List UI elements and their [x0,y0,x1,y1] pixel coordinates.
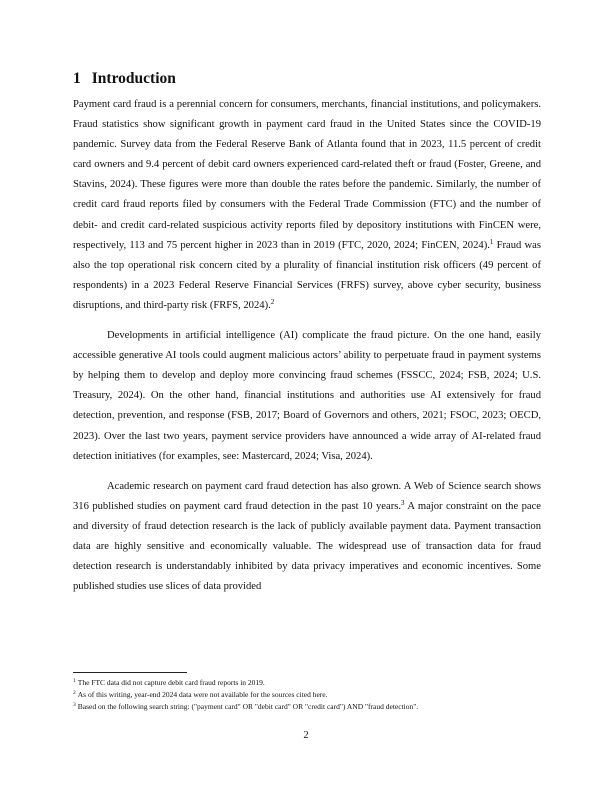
section-heading [73,70,541,88]
footnote-divider [73,672,187,673]
page-body [73,70,541,597]
section-title: Introduction [91,70,176,87]
footnote-ref-2[interactable]: 2 [270,297,275,306]
paragraph-3-text-b: A major constraint on the pace and diversity of fraud detection research is the lack of publicly available payment data. Payment transaction data are highly sensitive and economically valuable. The widespread use of transaction data for fraud detection research is understandably inhibited by data privacy imperatives and economic incentives. Some published studies use slices of data provided [73,500,541,593]
footnote-text: The FTC data did not capture debit card fraud reports in 2019. [77,678,265,687]
footnote-mark: 1 [73,678,76,684]
paragraph-3-text-a: Academic research on payment card fraud detection has also grown. A Web of Science search shows 316 published studies on payment card fraud detection in the past 10 years. [73,480,541,512]
footnote-ref-3[interactable]: 3 [401,498,405,507]
footnote-1 [73,677,541,689]
footnote-2 [73,689,541,701]
paragraph-2 [73,326,541,467]
paragraph-2-text: Developments in artificial intelligence (AI) complicate the fraud picture. On the one hand, easily accessible generative AI tools could augment malicious actors’ ability to perpetuate fraud in payment systems by helping them to develop and deploy more convincing fraud schemes (FSSCC, 2024; FSB, 2024; U.S. Treasury, 2024). On the other hand, financial institutions and authorities use AI extensively for fraud detection, prevention, and response (FSB, 2017; Board of Governors and others, 2021; FSOC, 2023; OECD, 2023). Over the last two years, payment service providers have announced a wide array of AI-related fraud detection initiatives (for examples, see: Mastercard, 2024; Visa, 2024). [73,330,541,462]
footnote-mark: 3 [73,702,76,708]
footnote-text: As of this writing, year-end 2024 data were not available for the sources cited here. [77,690,328,699]
page-number: 2 [303,730,309,741]
footnote-ref-1[interactable]: 1 [489,237,494,246]
footnote-text: Based on the following search string: ("payment card" OR "debit card" OR "credit card") AND "fraud detection". [77,702,419,711]
footnote-mark: 2 [73,690,76,696]
paragraph-3 [73,477,541,598]
paragraph-1 [73,95,541,316]
paragraph-1-text-b: Fraud was also the top operational risk concern cited by a plurality of financial institution risk officers (49 percent of respondents) in a 2023 Federal Reserve Financial Services (FRFS) survey, above cyber security, business disruptions, and third-party risk (FRFS, 2024). [73,239,541,311]
section-number: 1 [73,70,81,87]
paragraph-1-text-a: Payment card fraud is a perennial concern for consumers, merchants, financial institutions, and policymakers. Fraud statistics show significant growth in payment card fraud in the United States since the COVID-19 pandemic. Survey data from the Federal Reserve Bank of Atlanta found that in 2023, 11.5 percent of credit card owners and 9.4 percent of debit card owners experienced card-related theft or fraud (Foster, Greene, and Stavins, 2024). These figures were more than double the rates before the pandemic. Similarly, the number of credit card fraud reports filed by consumers with the Federal Trade Commission (FTC) and the number of debit- and credit card-related suspicious activity reports filed by depository institutions with FinCEN were, respectively, 113 and 75 percent higher in 2023 than in 2019 (FTC, 2020, 2024; FinCEN, 2024). [73,99,541,251]
footnote-3 [73,701,541,713]
footnotes [73,677,541,713]
